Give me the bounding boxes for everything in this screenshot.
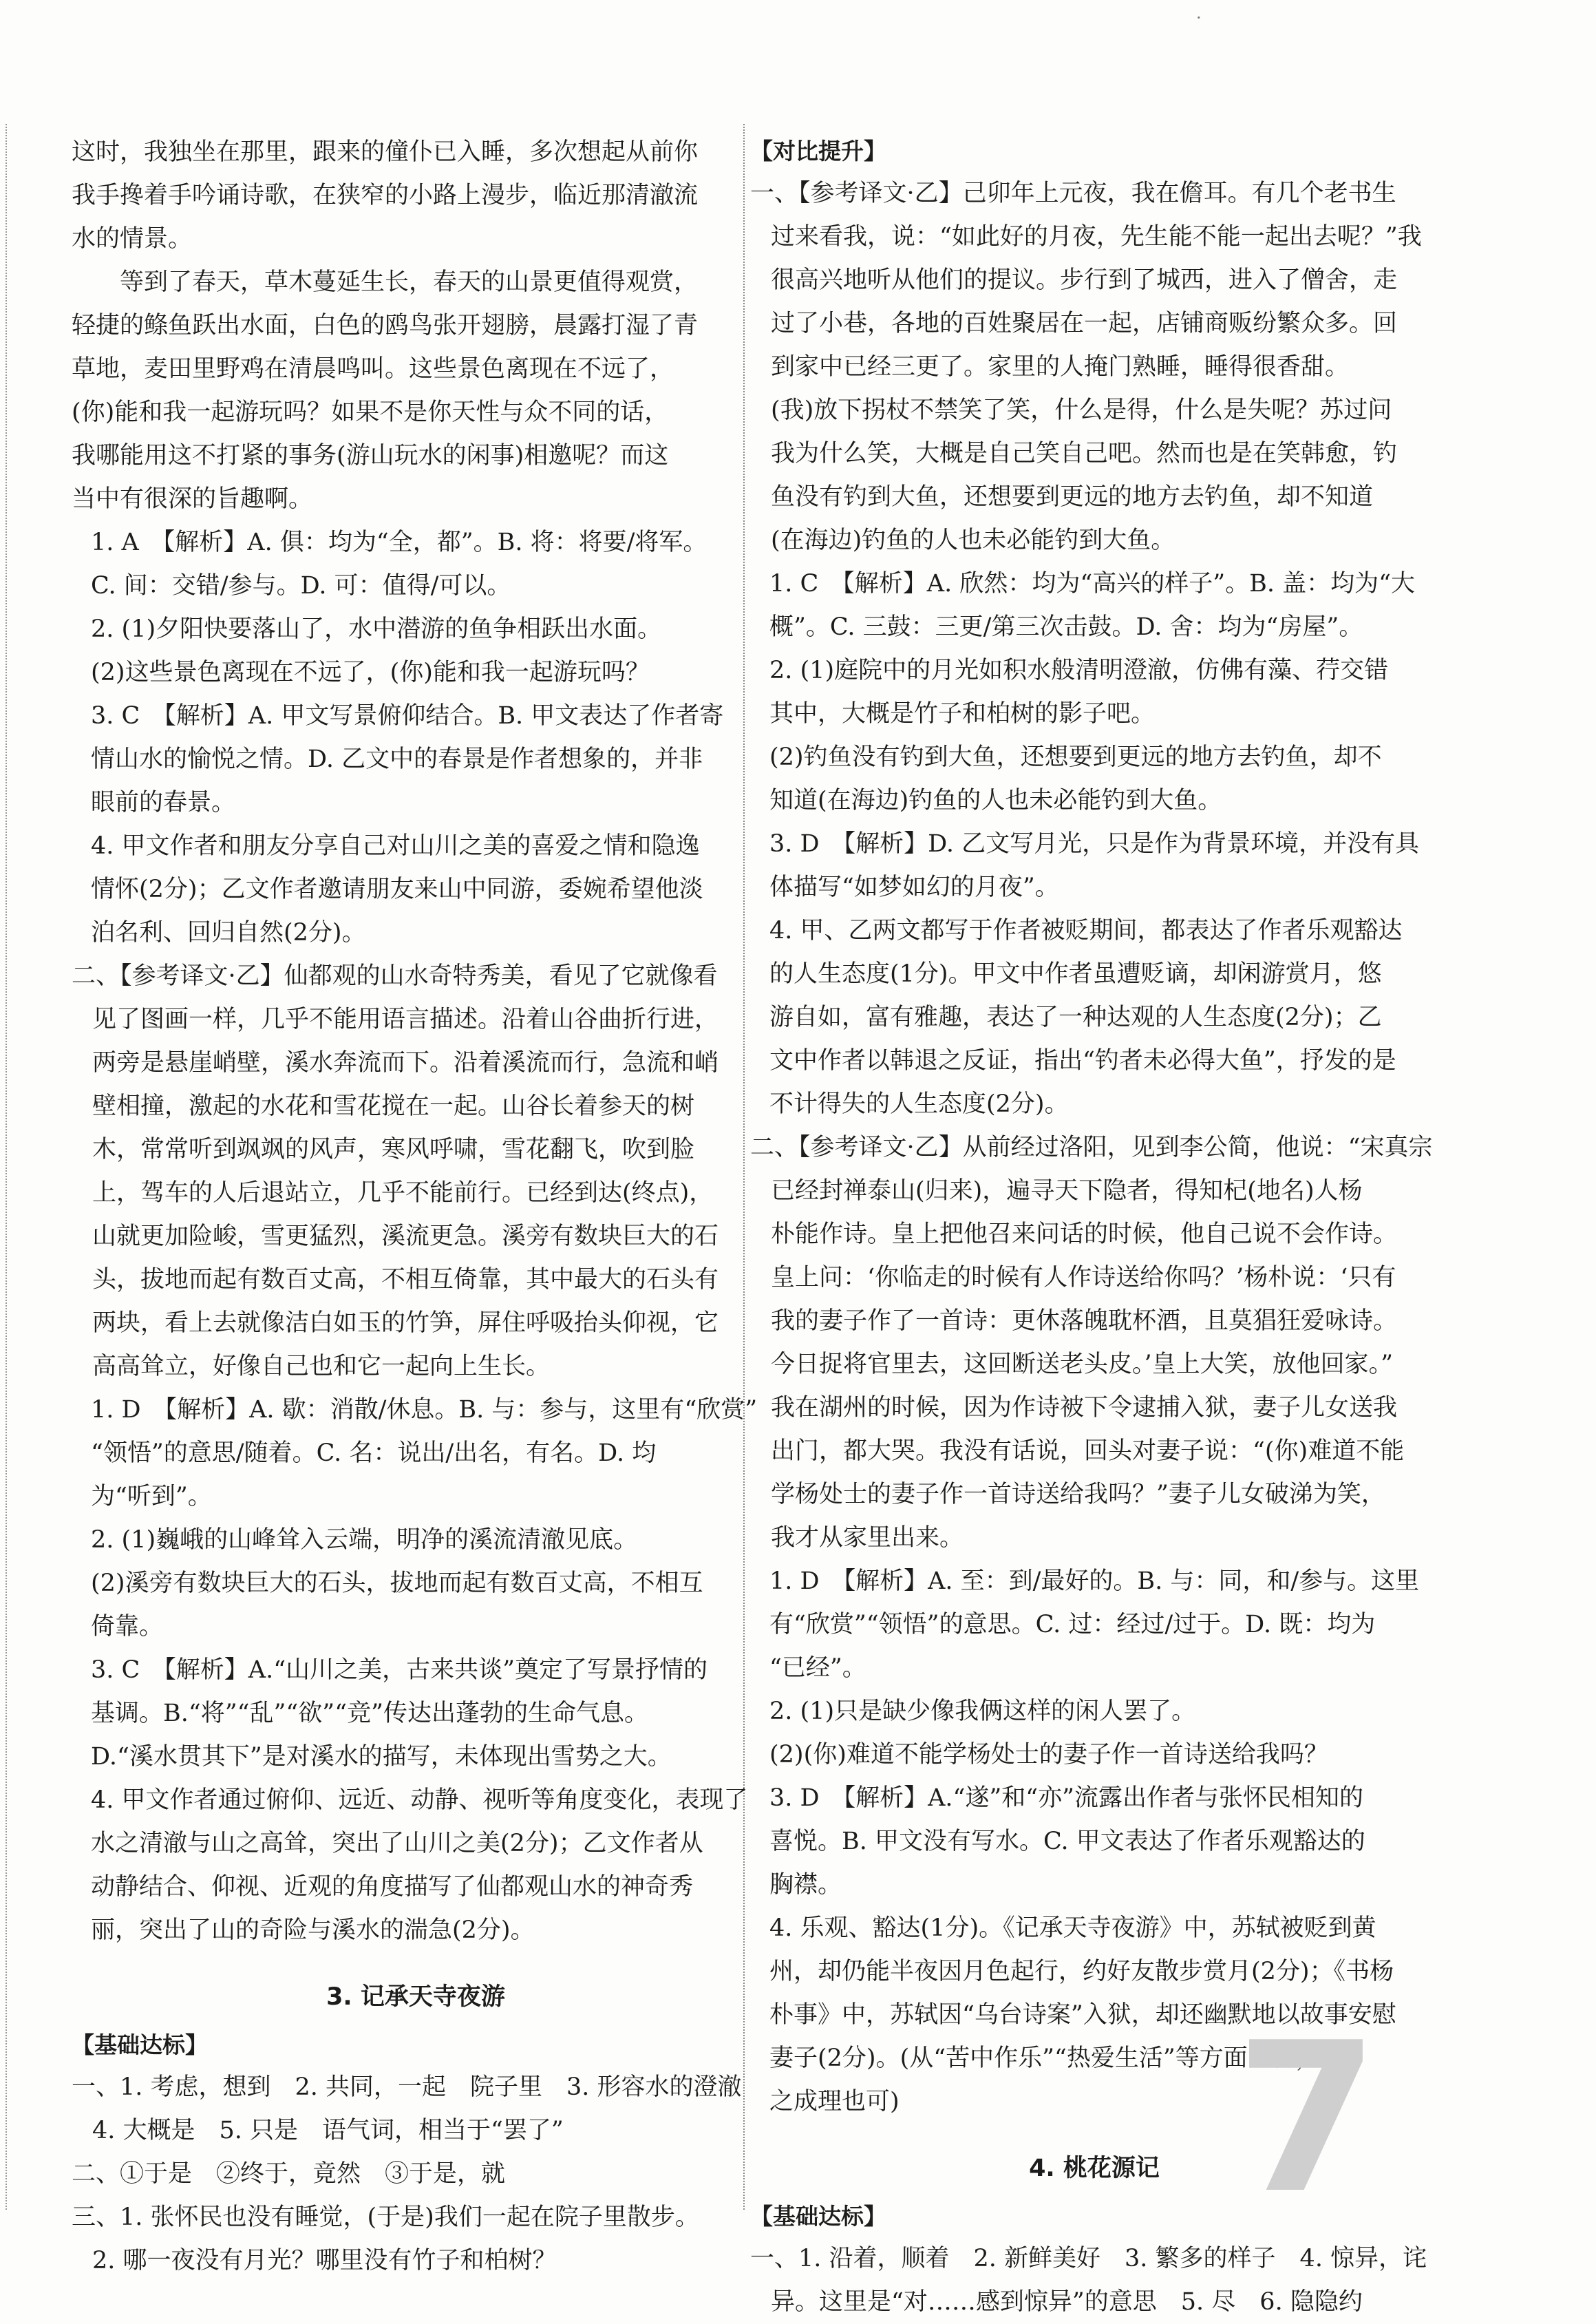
section-header: 【对比提升】 [750, 138, 886, 165]
text-line: 山就更加险峻，雪更猛烈，溪流更急。溪旁有数块巨大的石 [92, 1223, 719, 1250]
text-line: 我哪能用这不打紧的事务(游山玩水的闲事)相邀呢？而这 [72, 442, 669, 469]
answer-line: 三、1. 张怀民也没有睡觉，(于是)我们一起在院子里散步。 [72, 2204, 699, 2231]
text-line: 1. C 【解析】A. 欣然：均为“高兴的样子”。B. 盖：均为“大 [769, 570, 1415, 598]
text-line: 基调。B.“将”“乱”“欲”“竞”传达出蓬勃的生命气息。 [91, 1700, 648, 1727]
text-line: 高高耸立，好像自己也和它一起向上生长。 [92, 1353, 551, 1380]
text-line: 的人生态度(1分)。甲文中作者虽遭贬谪，却闲游赏月，悠 [769, 960, 1382, 988]
scan-speck: · [1196, 8, 1202, 28]
text-line: 倚靠。 [91, 1613, 164, 1640]
text-line: 我的妻子作了一首诗：更休落魄耽杯酒，且莫猖狂爱咏诗。 [771, 1307, 1398, 1335]
text-line: 我才从家里出来。 [771, 1524, 964, 1552]
text-line: 朴能作诗。皇上把他召来问话的时候，他自己说不会作诗。 [771, 1221, 1398, 1248]
text-line: 为“听到”。 [91, 1483, 212, 1510]
text-line: 2. (1)夕阳快要落山了，水中潜游的鱼争相跃出水面。 [91, 615, 662, 643]
text-line: 我手搀着手吟诵诗歌，在狭窄的小路上漫步，临近那清澈流 [72, 182, 699, 209]
text-line: 4. 甲文作者和朋友分享自己对山川之美的喜爱之情和隐逸 [91, 832, 700, 860]
section-title: 3. 记承天寺夜游 [326, 1983, 505, 2011]
text-line: (2)(你)难道不能学杨处士的妻子作一首诗送给我吗？ [769, 1741, 1328, 1768]
text-line: 水的情景。 [72, 225, 193, 253]
text-line: D.“溪水贯其下”是对溪水的描写，未体现出雪势之大。 [91, 1743, 672, 1771]
text-line: 水之清澈与山之高耸，突出了山川之美(2分)；乙文作者从 [91, 1830, 703, 1857]
text-line: 鱼没有钓到大鱼，还想要到更远的地方去钓鱼，却不知道 [771, 483, 1374, 511]
text-line: 草地，麦田里野鸡在清晨鸣叫。这些景色离现在不远了， [72, 355, 674, 383]
text-line: 有“欣赏”“领悟”的意思。C. 过：经过/过于。D. 既：均为 [769, 1611, 1376, 1638]
text-line: 很高兴地听从他们的提议。步行到了城西，进入了僧舍，走 [771, 266, 1398, 294]
text-line: 4. 甲文作者通过俯仰、远近、动静、视听等角度变化，表现了 [91, 1786, 748, 1814]
text-line: 知道(在海边)钓鱼的人也未必能钓到大鱼。 [769, 787, 1222, 814]
answer-line: 异。这里是“对……感到惊异”的意思 5. 尽 6. 隐隐约 [771, 2288, 1363, 2316]
text-line: 见了图画一样，几乎不能用语言描述。沿着山谷曲折行进， [92, 1006, 719, 1033]
text-line: “已经”。 [769, 1654, 866, 1682]
text-line: 情山水的愉悦之情。D. 乙文中的春景是作者想象的，并非 [91, 746, 703, 773]
answer-line: 一、1. 沿着，顺着 2. 新鲜美好 3. 繁多的样子 4. 惊异，诧 [750, 2245, 1427, 2272]
text-line: 过来看我，说：“如此好的月夜，先生能不能一起出去呢？”我 [771, 223, 1422, 251]
text-line: 今日捉将官里去，这回断送老头皮。’皇上大笑，放他回家。” [771, 1351, 1394, 1378]
answer-line: 二、①于是 ②终于，竟然 ③于是，就 [72, 2160, 506, 2188]
text-line: 2. (1)巍峨的山峰耸入云端，明净的溪流清澈见底。 [91, 1526, 638, 1554]
text-line: 泊名利、回归自然(2分)。 [91, 919, 366, 947]
text-line: 3. D 【解析】A.“遂”和“亦”流露出作者与张怀民相知的 [769, 1784, 1364, 1812]
section-header: 【基础达标】 [750, 2203, 886, 2230]
answer-line: 一、1. 考虑，想到 2. 共同，一起 院子里 3. 形容水的澄澈 [72, 2073, 742, 2101]
text-line: 不计得失的人生态度(2分)。 [769, 1090, 1069, 1118]
text-line: 1. A 【解析】A. 俱：均为“全，都”。B. 将：将要/将军。 [91, 529, 707, 556]
text-line: 过了小巷，各地的百姓聚居在一起，店铺商贩纷繁众多。回 [771, 310, 1398, 337]
text-line: C. 间：交错/参与。D. 可：值得/可以。 [91, 572, 511, 600]
text-line: 3. C 【解析】A. 甲文写景俯仰结合。B. 甲文表达了作者寄 [91, 702, 724, 730]
text-line: 两旁是悬崖峭壁，溪水奔流而下。沿着溪流而行，急流和峭 [92, 1049, 719, 1077]
text-line: (我)放下拐杖不禁笑了笑，什么是得，什么是失呢？苏过问 [771, 397, 1392, 424]
text-line: 轻捷的鲦鱼跃出水面，白色的鸥鸟张开翅膀，晨露打湿了青 [72, 312, 699, 339]
text-line: 两块，看上去就像洁白如玉的竹笋，屏住呼吸抬头仰视，它 [92, 1309, 719, 1337]
text-line: 动静结合、仰视、近观的角度描写了仙都观山水的神奇秀 [91, 1873, 694, 1901]
text-line: 4. 甲、乙两文都写于作者被贬期间，都表达了作者乐观豁达 [769, 917, 1403, 944]
text-line: 1. D 【解析】A. 至：到/最好的。B. 与：同，和/参与。这里 [769, 1567, 1420, 1595]
text-line: 3. D 【解析】D. 乙文写月光，只是作为背景环境，并没有具 [769, 830, 1420, 858]
text-line: 文中作者以韩退之反证，指出“钓者未必得大鱼”，抒发的是 [769, 1047, 1396, 1075]
text-line: 州，却仍能半夜因月色起行，约好友散步赏月(2分)；《书杨 [769, 1958, 1394, 1985]
text-line: 壁相撞，激起的水花和雪花搅在一起。山谷长着参天的树 [92, 1092, 695, 1120]
text-line: 概”。C. 三鼓：三更/第三次击鼓。D. 舍：均为“房屋”。 [769, 613, 1363, 641]
text-line: 这时，我独坐在那里，跟来的僮仆已入睡，多次想起从前你 [72, 138, 699, 166]
section-header: 【基础达标】 [72, 2031, 208, 2058]
text-line: (2)这些景色离现在不远了，(你)能和我一起游玩吗？ [91, 659, 650, 686]
text-line: 二、【参考译文·乙】从前经过洛阳，见到李公简，他说：“宋真宗 [750, 1134, 1433, 1161]
text-line: 出门，都大哭。我没有话说，回头对妻子说：“(你)难道不能 [771, 1437, 1405, 1465]
text-line: 我在湖州的时候，因为作诗被下令逮捕入狱，妻子儿女送我 [771, 1394, 1398, 1422]
text-line: 游自如，富有雅趣，表达了一种达观的人生态度(2分)；乙 [769, 1004, 1382, 1031]
text-line: 学杨处士的妻子作一首诗送给我吗？”妻子儿女破涕为笑， [771, 1481, 1385, 1508]
text-line: 情怀(2分)；乙文作者邀请朋友来山中同游，委婉希望他淡 [91, 876, 703, 903]
text-line: 等到了春天，草木蔓延生长，春天的山景更值得观赏， [120, 268, 699, 296]
text-line: 妻子(2分)。(从“苦中作乐”“热爱生活”等方面回答，言 [769, 2045, 1344, 2072]
text-line: 其中，大概是竹子和柏树的影子吧。 [769, 700, 1156, 728]
text-line: 朴事》中，苏轼因“乌台诗案”入狱，却还幽默地以故事安慰 [769, 2001, 1396, 2029]
text-line: 已经封禅泰山(归来)，遍寻天下隐者，得知杞(地名)人杨 [771, 1177, 1363, 1205]
text-line: 眼前的春景。 [91, 789, 236, 816]
text-line: 上，驾车的人后退站立，几乎不能前行。已经到达(终点)， [92, 1179, 714, 1207]
text-line: 1. D 【解析】A. 歇：消散/休息。B. 与：参与，这里有“欣赏” [91, 1396, 758, 1424]
text-line: 头，拔地而起有数百丈高，不相互倚靠，其中最大的石头有 [92, 1266, 719, 1293]
text-line: 2. (1)只是缺少像我俩这样的闲人罢了。 [769, 1698, 1196, 1725]
text-line: “领悟”的意思/随着。C. 名：说出/出名，有名。D. 均 [91, 1439, 657, 1467]
text-line: 之成理也可) [769, 2088, 900, 2115]
section-title: 4. 桃花源记 [1029, 2155, 1160, 2182]
text-line: 我为什么笑，大概是自己笑自己吧。然而也是在笑韩愈，钓 [771, 440, 1398, 467]
text-line: 二、【参考译文·乙】仙都观的山水奇特秀美，看见了它就像看 [72, 962, 718, 990]
text-line: (2)溪旁有数块巨大的石头，拔地而起有数百丈高，不相互 [91, 1570, 703, 1597]
text-line: 木，常常听到飒飒的风声，寒风呼啸，雪花翻飞，吹到脸 [92, 1136, 695, 1163]
text-line: 喜悦。B. 甲文没有写水。C. 甲文表达了作者乐观豁达的 [769, 1828, 1365, 1855]
text-line: (2)钓鱼没有钓到大鱼，还想要到更远的地方去钓鱼，却不 [769, 743, 1382, 771]
text-line: 皇上问：‘你临走的时候有人作诗送给你吗？’杨朴说：‘只有 [771, 1264, 1396, 1291]
text-line: 3. C 【解析】A.“山川之美，古来共谈”奠定了写景抒情的 [91, 1656, 707, 1684]
page-number: 7 [1235, 1998, 1379, 2239]
text-line: (在海边)钓鱼的人也未必能钓到大鱼。 [771, 527, 1175, 554]
text-line: (你)能和我一起游玩吗？如果不是你天性与众不同的话， [72, 399, 669, 426]
left-margin-rule [6, 124, 7, 2210]
text-line: 体描写“如梦如幻的月夜”。 [769, 874, 1059, 901]
text-line: 4. 乐观、豁达(1分)。《记承天寺夜游》中，苏轼被贬到黄 [769, 1914, 1376, 1942]
text-line: 2. (1)庭院中的月光如积水般清明澄澈，仿佛有藻、荇交错 [769, 657, 1389, 684]
text-line: 丽，突出了山的奇险与溪水的湍急(2分)。 [91, 1916, 535, 1944]
text-line: 一、【参考译文·乙】己卯年上元夜，我在儋耳。有几个老书生 [750, 180, 1396, 207]
text-line: 到家中已经三更了。家里的人掩门熟睡，睡得很香甜。 [771, 353, 1350, 381]
right-column [750, 131, 1438, 2324]
answer-line: 2. 哪一夜没有月光？哪里没有竹子和柏树？ [92, 2247, 557, 2274]
answer-line: 4. 大概是 5. 只是 语气词，相当于“罢了” [92, 2117, 564, 2144]
text-line: 当中有很深的旨趣啊。 [72, 485, 313, 513]
text-line: 胸襟。 [769, 1871, 842, 1899]
left-column [72, 131, 760, 2283]
